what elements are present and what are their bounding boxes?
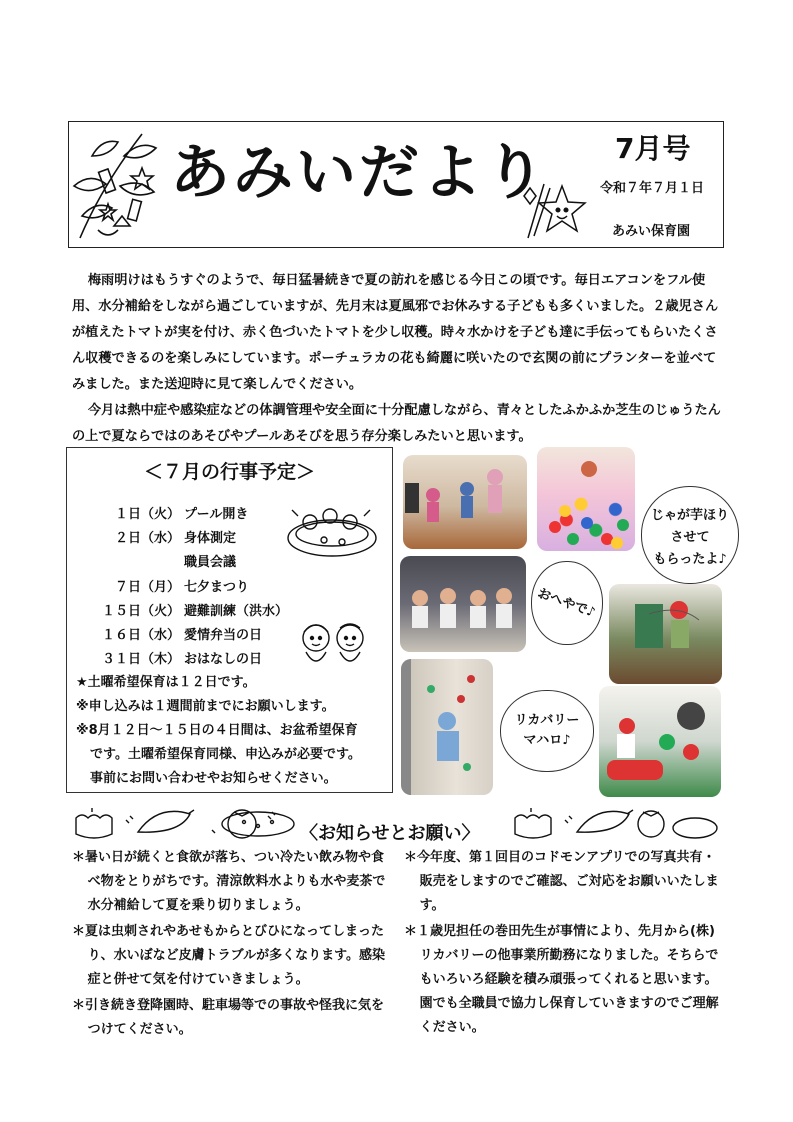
bubble-recovery-line: リカバリー — [514, 713, 580, 728]
bubble-recovery-line: マハロ♪ — [523, 733, 571, 748]
toy-car-icon — [599, 686, 721, 797]
event-row — [100, 527, 236, 546]
event-date: ３１日（木） — [101, 652, 180, 667]
children-faces-icon — [296, 618, 372, 674]
event-note: ※8月１２日～１５日の４日間は、お盆希望保育 — [76, 723, 358, 738]
event-date: ２日（水） — [114, 531, 180, 546]
bubble-recovery — [500, 690, 594, 772]
photo-room-children — [400, 556, 526, 652]
bubble-room-text: おへやで♪ — [535, 586, 598, 621]
pool-children-icon — [284, 500, 380, 560]
event-row — [100, 624, 262, 643]
newsletter-title: あみいだより — [170, 138, 548, 208]
nursery-name: あみい保育園 — [612, 224, 691, 239]
intro-paragraph-1: 梅雨明けはもうすぐのようで、毎日猛暑続きで夏の訪れを感じる今日この頃です。毎日エアコンをフル使用、水分補給をしながら過ごしていますが、先月末は夏風邪でお休みする子どもも多くいました。２歳児さんが植えたトマトが実を付け、赤く色づいたトマトを少し収穫。時々水かけを子ども達に手伝ってもらいたくさん収穫できるのを楽しみにしています。ポーチュラカの花も綺麗に咲いたので玄関の前にプランターを並べてみました。また送迎時に見て楽しんでください。 — [72, 273, 719, 392]
event-row — [100, 648, 262, 667]
issue-date: 令和７年７月１日 — [600, 181, 705, 196]
bubble-potato-line: じゃが芋ほり — [650, 508, 729, 523]
notice-right-column — [404, 846, 722, 1042]
photo-toy-car — [599, 686, 721, 797]
event-date: ７日（月） — [114, 580, 180, 595]
notice-left-column — [72, 846, 392, 1044]
event-name: プール開き — [184, 507, 249, 522]
notice-item: ＊１歳児担任の巻田先生が事情により、先月から(株)リカバリーの他事業所勤務になりました。そちらでもいろいろ経験を積み頑張ってくれると思います。園でも全職員で協力し保育していきますのでご理解ください。 — [404, 924, 719, 1035]
bubble-potato-line: させて — [670, 530, 710, 545]
bubble-potato-line: もらったよ♪ — [653, 552, 727, 567]
event-name: 職員会議 — [184, 555, 237, 570]
event-date: １５日（火） — [101, 604, 180, 619]
event-note: 事前にお問い合わせやお知らせください。 — [90, 771, 337, 786]
event-date: １６日（水） — [101, 628, 180, 643]
event-name: 避難訓練（洪水） — [184, 604, 289, 619]
climbing-child-icon — [401, 659, 493, 795]
notice-item: ＊引き続き登降園時、駐車場等での事故や怪我に気をつけてください。 — [72, 998, 385, 1037]
event-note: ※申し込みは１週間前までにお願いします。 — [76, 699, 335, 714]
potato-digging-icon — [609, 584, 722, 684]
event-note: です。土曜希望保育同様、申込みが必要です。 — [90, 747, 361, 762]
bubble-room — [531, 561, 603, 645]
event-row — [100, 600, 288, 619]
intro-text — [72, 268, 726, 450]
events-title: ＜７月の行事予定＞ — [143, 461, 315, 483]
children-sitting-icon — [400, 556, 526, 652]
event-row — [100, 551, 236, 570]
notice-item: ＊夏は虫刺されやあせもからとびひになってしまったり、水いぼなど皮膚トラブルが多くなります。感染症と併せて気を付けていきましょう。 — [72, 924, 386, 987]
photo-playroom — [403, 455, 527, 549]
event-name: 七夕まつり — [184, 580, 250, 595]
notice-item: ＊今年度、第１回目のコドモンアプリでの写真共有・販売をしますのでご確認、ご対応をお願いいたします。 — [404, 850, 719, 913]
children-playing-icon — [403, 455, 527, 549]
photo-climbing-wall — [401, 659, 493, 795]
notice-title: 〈お知らせとお願い〉 — [300, 823, 480, 844]
event-row — [100, 503, 248, 522]
event-name: おはなしの日 — [184, 652, 263, 667]
event-note: ★土曜希望保育は１２日です。 — [76, 675, 256, 690]
bubble-potato — [641, 486, 739, 584]
notice-item: ＊暑い日が続くと食欲が落ち、つい冷たい飲み物や食べ物をとりがちです。清涼飲料水よりも水や麦茶で水分補給して夏を乗り切りましょう。 — [72, 850, 386, 913]
cucumber-left-icon — [214, 808, 298, 840]
ball-pool-icon — [537, 447, 635, 551]
photo-potato-digging — [609, 584, 722, 684]
vegetables-right-icon — [511, 806, 721, 842]
issue-number: 7月号 — [615, 132, 691, 165]
intro-paragraph-2: 今月は熱中症や感染症などの体調管理や安全面に十分配慮しながら、青々としたふかふか芝生のじゅうたんの上で夏ならではのあそびやプールあそびを思う存分楽しみたいと思います。 — [72, 403, 721, 444]
event-row — [100, 576, 249, 595]
star-decoration-icon — [522, 178, 590, 242]
tanabata-bamboo-icon — [72, 126, 164, 242]
event-name: 身体測定 — [184, 531, 237, 546]
event-date: １日（火） — [114, 507, 180, 522]
event-name: 愛情弁当の日 — [184, 628, 263, 643]
photo-ball-pool — [537, 447, 635, 551]
